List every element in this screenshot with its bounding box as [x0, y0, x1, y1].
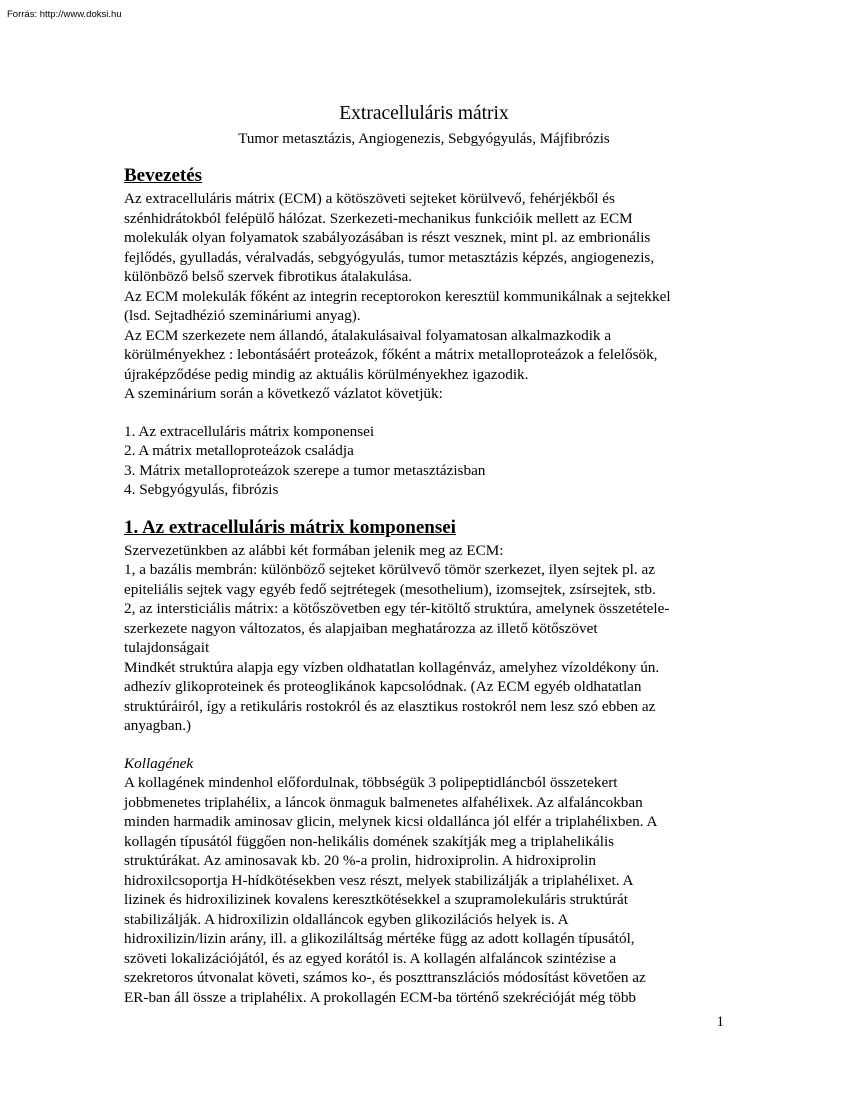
text-line: Mindkét struktúra alapja egy vízben oldhatatlan kollagénváz, amelyhez vízoldékony ún. [124, 658, 660, 676]
text-line: (lsd. Sejtadhézió szemináriumi anyag). [124, 307, 361, 324]
text-line: struktúrákat. Az aminosavak kb. 20 %-a prolin, hidroxiprolin. A hidroxiprolin [124, 852, 597, 869]
text-line: Szervezetünkben az alábbi két formában jelenik meg az ECM: [124, 541, 504, 559]
text-line: A szeminárium során a következő vázlatot követjük: [124, 385, 443, 402]
text-line: Az extracelluláris mátrix (ECM) a kötöszöveti sejteket körülvevő, fehérjékből és [124, 190, 615, 207]
spacer [124, 404, 730, 422]
text-line: Az ECM szerkezete nem állandó, átalakulásaival folyamatosan alkalmazkodik a [124, 326, 612, 344]
text-line: A kollagének mindenhol előfordulnak, többségük 3 polipeptidláncból összetekert [124, 774, 618, 791]
title-block [122, 99, 726, 149]
text-line: hidroxilizin/lizin arány, ill. a glikoziláltság mértéke függ az adott kollagén típusától, [124, 930, 635, 947]
outline-item: 1. Az extracelluláris mátrix komponensei [124, 422, 375, 440]
text-line: tulajdonságait [124, 639, 210, 656]
spacer [124, 736, 730, 754]
text-line: minden harmadik aminosav glicin, melynek kicsi oldallánca jól elfér a triplahélixben. A [124, 813, 658, 830]
outline-item: 3. Mátrix metalloproteázok szerepe a tumor metasztázisban [124, 461, 486, 479]
text-line: szekretoros útvonalat követi, számos ko-, és poszttranszlációs módosítást követően az [124, 969, 646, 986]
text-line: szerkezete nagyon változatos, és alapjaiban meghatározza az illető kötőszövet [124, 619, 598, 637]
text-line: struktúráiról, így a retikuláris rostokról és az elasztikus rostokról nem lesz szó ebben az [124, 697, 656, 715]
text-line: szénhidrátokból felépülő hálózat. Szerkezeti-mechanikus funkcióik mellett az ECM [124, 209, 633, 227]
text-line: stabilizálják. A hidroxilizin oldalláncok egyben glikozilációs helyek is. A [124, 910, 569, 928]
text-line: körülményekhez : lebontásáért proteázok, főként a mátrix metalloproteázok a felelősök, [124, 346, 658, 363]
text-line: adhezív glikoproteinek és proteoglikánok kapcsolódnak. (Az ECM egyéb oldhatatlan [124, 678, 642, 695]
document-subtitle: Tumor metasztázis, Angiogenezis, Sebgyógyulás, Májfibrózis [238, 131, 610, 147]
text-line: kollagén típusától függően non-helikális domének szakítják meg a triplahelikális [124, 832, 615, 850]
text-line: hidroxilcsoportja H-hídkötésekben vesz részt, melyek stabilizálják a triplahélixet. A [124, 871, 634, 889]
collagen-paragraph [124, 773, 730, 1007]
text-line: különböző belső szervek fibrotikus átalakulása. [124, 268, 413, 285]
section1-paragraph [124, 541, 730, 736]
intro-paragraph [124, 189, 730, 404]
text-line: anyagban.) [124, 717, 192, 734]
text-line: Az ECM molekulák főként az integrin receptorokon keresztül kommunikálnak a sejtekkel [124, 287, 671, 305]
text-line: újraképződése pedig mindig az aktuális körülményekhez igazodik. [124, 365, 529, 383]
section1-heading: 1. Az extracelluláris mátrix komponensei [124, 516, 456, 538]
intro-heading: Bevezetés [124, 165, 203, 186]
text-line: fejlődés, gyulladás, véralvadás, sebgyógyulás, tumor metasztázis képzés, angiogenezis, [124, 248, 655, 266]
text-line: 1, a bazális membrán: különböző sejteket körülvevő tömör szerkezet, ilyen sejtek pl. az [124, 561, 655, 578]
text-line: szöveti lokalizációjától, és az egyed korától is. A kollagén alfaláncok szintézise a [124, 949, 617, 967]
text-line: ER-ban áll össze a triplahélix. A prokollagén ECM-ba történő szekrécióját még több [124, 988, 637, 1006]
text-line: 2, az intersticiális mátrix: a kötőszövetben egy tér-kitöltő struktúra, amelynek összetétele- [124, 600, 670, 617]
outline-list [124, 422, 730, 500]
document-title: Extracelluláris mátrix [339, 103, 509, 124]
document-body [124, 163, 730, 1007]
source-note: Forrás: http://www.doksi.hu [7, 9, 122, 20]
text-line: epiteliális sejtek vagy egyéb fedő sejtrétegek (mesothelium), izomsejtek, zsírsejtek, stb. [124, 580, 656, 598]
text-line: lizinek és hidroxilizinek kovalens keresztkötésekkel a szupramolekuláris struktúrát [124, 891, 628, 908]
outline-item: 2. A mátrix metalloproteázok családja [124, 442, 354, 459]
page-number: 1 [716, 1014, 724, 1030]
text-line: molekulák olyan folyamatok szabályozásában is részt vesznek, mint pl. az embrionális [124, 229, 651, 246]
text-line: jobbmenetes triplahélix, a láncok önmaguk balmenetes alfahélixek. Az alfaláncokban [124, 793, 643, 811]
outline-item: 4. Sebgyógyulás, fibrózis [124, 481, 279, 498]
collagen-subheading: Kollagének [124, 754, 194, 772]
